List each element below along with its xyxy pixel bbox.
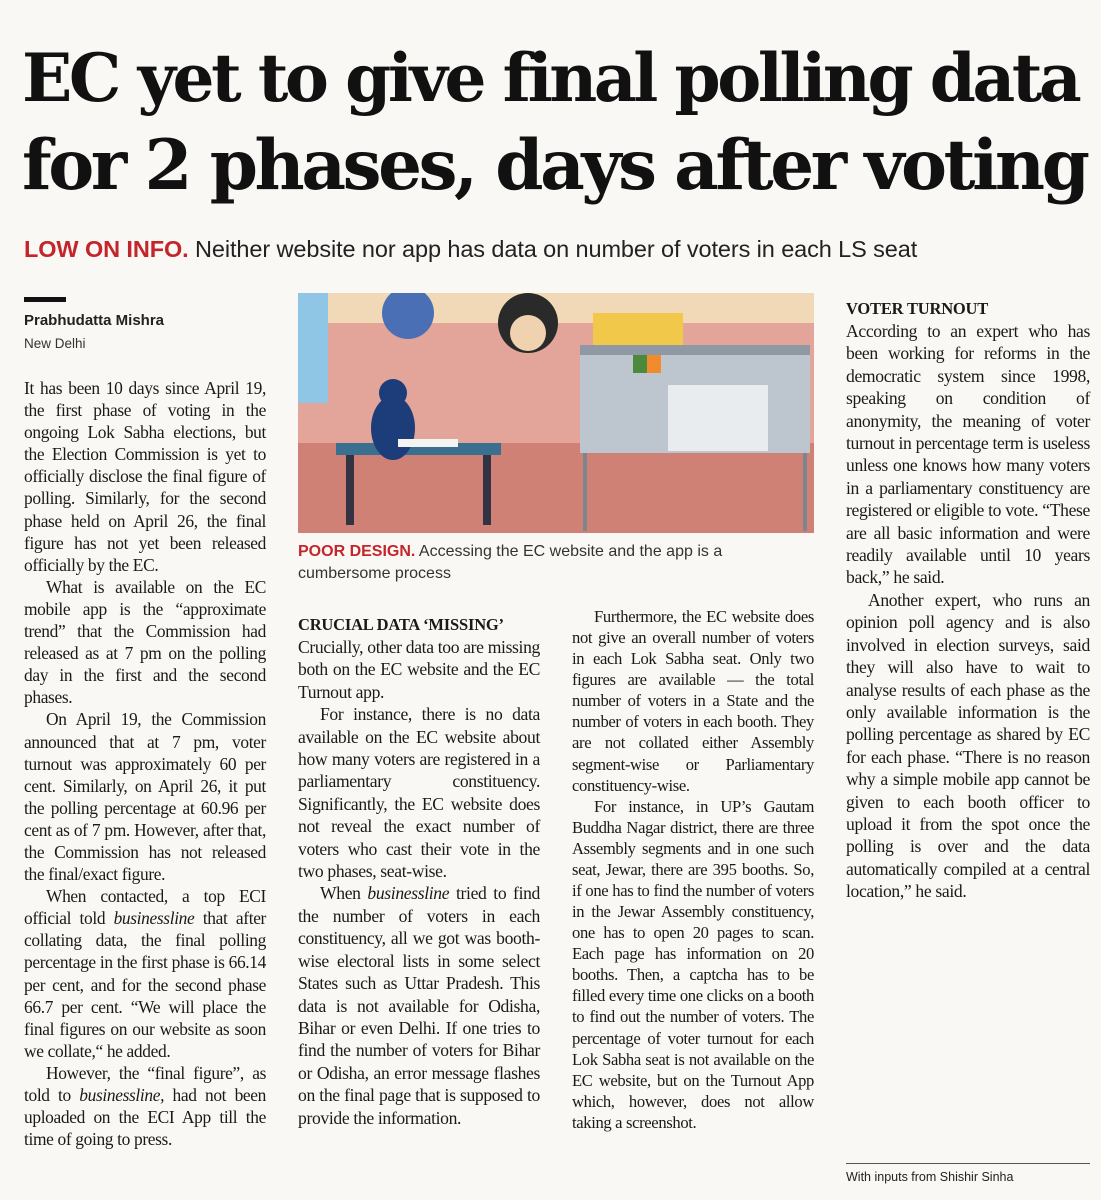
dateline: New Delhi [24,336,86,351]
subheading-crucial-data: CRUCIAL DATA ‘MISSING’ [298,615,504,634]
paragraph: What is available on the EC mobile app is the “approximate trend” that the Commission had released as at 7 pm on the polling day in the first and the second phases. [24,576,266,708]
paragraph: According to an expert who has been working for reforms in the democratic system since 1998, speaking on condition of anonymity, the meaning of voter turnout in percentage term is useless unless one knows how many voters in a parliamentary constituency are registered or eligible to vote. “These are all basic information and were readily available until 10 years back,” he said. [846,321,1090,588]
paragraph: Crucially, other data too are missing both on the EC website and the EC Turnout app. [298,637,540,702]
paragraph: Furthermore, the EC website does not give an overall number of voters in each Lok Sabha seat. Only two figures are available — the total number of voters in a State and the number of voters in each booth. They are not collated either Assembly segment-wise or Parliamentary constituency-wise. [572,607,814,795]
publication-name: businessline [367,883,450,904]
subheading-voter-turnout: VOTER TURNOUT [846,299,989,318]
credit-rule [846,1163,1090,1164]
article-column-2 [298,606,540,1129]
news-photo [298,293,814,533]
strap-kicker: LOW ON INFO. [24,236,189,262]
caption-kicker: POOR DESIGN. [298,543,416,560]
paragraph: For instance, there is no data available on the EC website about how many voters are registered in a parliamentary constituency. Significantly, the EC website does not reveal the exact number of voters who cast their vote in the two phases, seat-wise. [298,704,540,882]
headline-line-2: for 2 phases, days after voting [22,125,1087,206]
article-column-4 [846,290,1090,903]
text-run: tried to find the number of voters in each constituency, all we got was booth-wise electoral lists in some select States such as Uttar Pradesh. This data is not available for Odisha, Bihar or even Delhi. If one tries to find the number of voters for Bihar or Odisha, an error message flashes on the final page that is supposed to provide the information. [298,883,540,1128]
paragraph [24,1062,266,1150]
text-run: that after collating data, the final polling percentage in the first phase is 66.14 per cent, and for the second phase 66.7 per cent. “We will place the final figures on our website as soon we collate,“ he added. [24,908,267,1061]
paragraph: For instance, in UP’s Gautam Buddha Nagar district, there are three Assembly segments and in one such seat, Jewar, there are 395 booths. So, if one has to find the number of voters in the Jewar Assembly constituency, one has to open 20 pages to scan. Each page has information on 20 booths. Then, a captcha has to be filled every time one clicks on a booth to find out the number of voters. The percentage of voter turnout for each Lok Sabha seat is not available on the EC website, but on the Turnout App which, however, does not allow taking a screenshot. [572,796,814,1132]
caption-text: Accessing the EC website and the app is a cumbersome process [298,543,723,582]
paragraph: It has been 10 days since April 19, the first phase of voting in the ongoing Lok Sabha elections, but the Election Commission is yet to officially disclose the final figure of polling. Similarly, for the second phase held on April 26, the final figure has not yet been released officially by the EC. [24,378,266,575]
polling-booth-photo [298,293,814,533]
byline-author: Prabhudatta Mishra [24,312,165,329]
article-column-3 [572,606,814,1133]
article-column-1 [24,377,266,1150]
byline-rule [24,297,66,302]
text-run: However, the “final figure”, as told to [24,1062,266,1105]
paragraph [298,882,540,1128]
strapline [24,236,1094,263]
text-run: When contacted, a top ECI official told [24,886,266,929]
paragraph [24,885,266,1062]
text-run: When [320,883,368,904]
photo-caption [298,541,818,585]
strap-text: Neither website nor app has data on number of voters in each LS seat [195,236,918,262]
headline-line-1: EC yet to give final polling data [22,39,1079,117]
publication-name: businessline, [79,1085,165,1105]
publication-name: businessline [113,908,195,929]
paragraph: On April 19, the Commission announced that at 7 pm, voter turnout was approximately 60 per cent. Similarly, on April 26, it put the polling percentage at 60.96 per cent as of 7 pm. However, after that, the Commission has not released the final/exact figure. [24,709,266,885]
paragraph: Another expert, who runs an opinion poll agency and is also involved in election surveys, said they will also have to wait to analyse results of each phase as the only available information is the polling percentage as shared by EC for each phase. “There is no reason why a simple mobile app cannot be given to each booth officer to upload it from the spot once the polling is over and the data automatically compiled at a central location,” he said. [846,589,1090,902]
headline [22,34,1092,210]
contributor-credit: With inputs from Shishir Sinha [846,1170,1014,1184]
text-run: had not been uploaded on the ECI App till the time of going to press. [24,1085,266,1150]
